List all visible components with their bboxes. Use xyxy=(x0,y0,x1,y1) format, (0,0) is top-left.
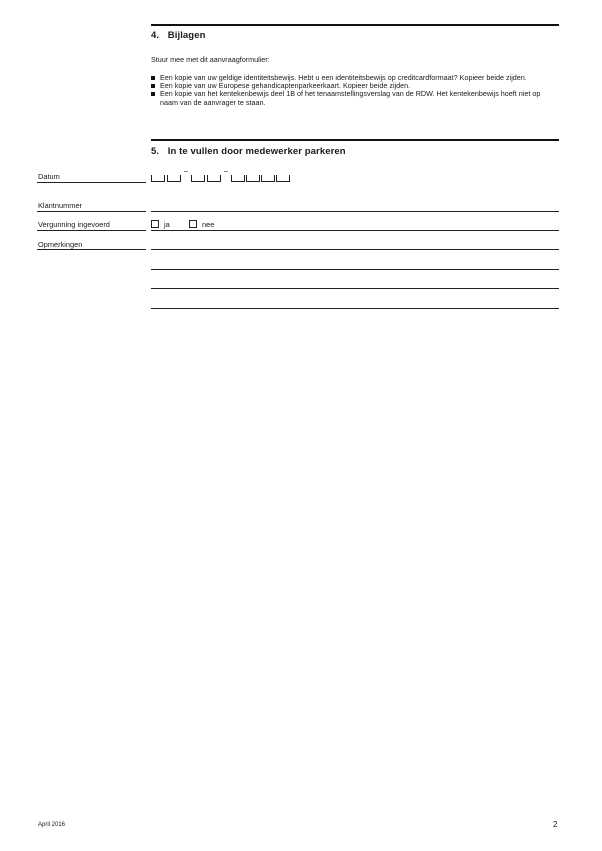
datum-label-line xyxy=(37,182,146,183)
opmerkingen-line-4[interactable] xyxy=(151,308,559,309)
list-item: Een kopie van uw Europese gehandicaptenparkeerkaart. Kopieer beide zijden. xyxy=(151,82,559,90)
opmerkingen-label-line xyxy=(37,249,146,250)
date-box-year-2[interactable] xyxy=(246,175,260,182)
section-5-rule xyxy=(151,139,559,141)
section-5-number: 5. xyxy=(151,146,160,157)
section-4-intro: Stuur mee met dit aanvraagformulier: xyxy=(151,55,270,64)
date-box-year-3[interactable] xyxy=(261,175,275,182)
klantnummer-label-line xyxy=(37,211,146,212)
footer-date: April 2016 xyxy=(38,822,66,828)
opmerkingen-label: Opmerkingen xyxy=(38,240,83,249)
klantnummer-label: Klantnummer xyxy=(38,201,82,210)
section-4-number: 4. xyxy=(151,30,160,41)
section-4-rule xyxy=(151,24,559,26)
opmerkingen-line-3[interactable] xyxy=(151,288,559,289)
date-separator-2: – xyxy=(224,168,228,175)
section-4-title: Bijlagen xyxy=(167,30,206,41)
date-box-day-1[interactable] xyxy=(151,175,165,182)
date-box-year-4[interactable] xyxy=(276,175,290,182)
list-item: Een kopie van uw geldige identiteitsbewijs. Hebt u een identiteitsbewijs op creditcardformaat? Kopieer beide zijden. xyxy=(151,74,559,82)
option-ja[interactable] xyxy=(151,220,170,229)
vergunning-label-line xyxy=(37,230,146,231)
vergunning-field-line xyxy=(151,230,559,231)
section-5-heading xyxy=(151,146,346,157)
date-box-day-2[interactable] xyxy=(167,175,181,182)
vergunning-label: Vergunning ingevoerd xyxy=(38,220,110,229)
nee-checkbox[interactable] xyxy=(189,220,197,228)
attachments-list xyxy=(151,74,559,107)
date-box-month-1[interactable] xyxy=(191,175,205,182)
date-box-month-2[interactable] xyxy=(207,175,221,182)
option-nee[interactable] xyxy=(189,220,214,229)
nee-label: nee xyxy=(202,220,215,229)
section-4-heading xyxy=(151,30,206,41)
ja-label: ja xyxy=(164,220,170,229)
klantnummer-field[interactable] xyxy=(151,211,559,212)
date-box-year-1[interactable] xyxy=(231,175,245,182)
section-5-title: In te vullen door medewerker parkeren xyxy=(167,146,346,157)
list-item: Een kopie van het kentekenbewijs deel 1B of het tenaamstellingsverslag van de RDW. Het kentekenbewijs hoeft niet op naam van de aanvrager te staan. xyxy=(151,90,559,106)
opmerkingen-line-1[interactable] xyxy=(151,249,559,250)
date-separator-1: – xyxy=(184,168,188,175)
ja-checkbox[interactable] xyxy=(151,220,159,228)
datum-label: Datum xyxy=(38,172,60,181)
opmerkingen-line-2[interactable] xyxy=(151,269,559,270)
page-number: 2 xyxy=(553,820,558,829)
